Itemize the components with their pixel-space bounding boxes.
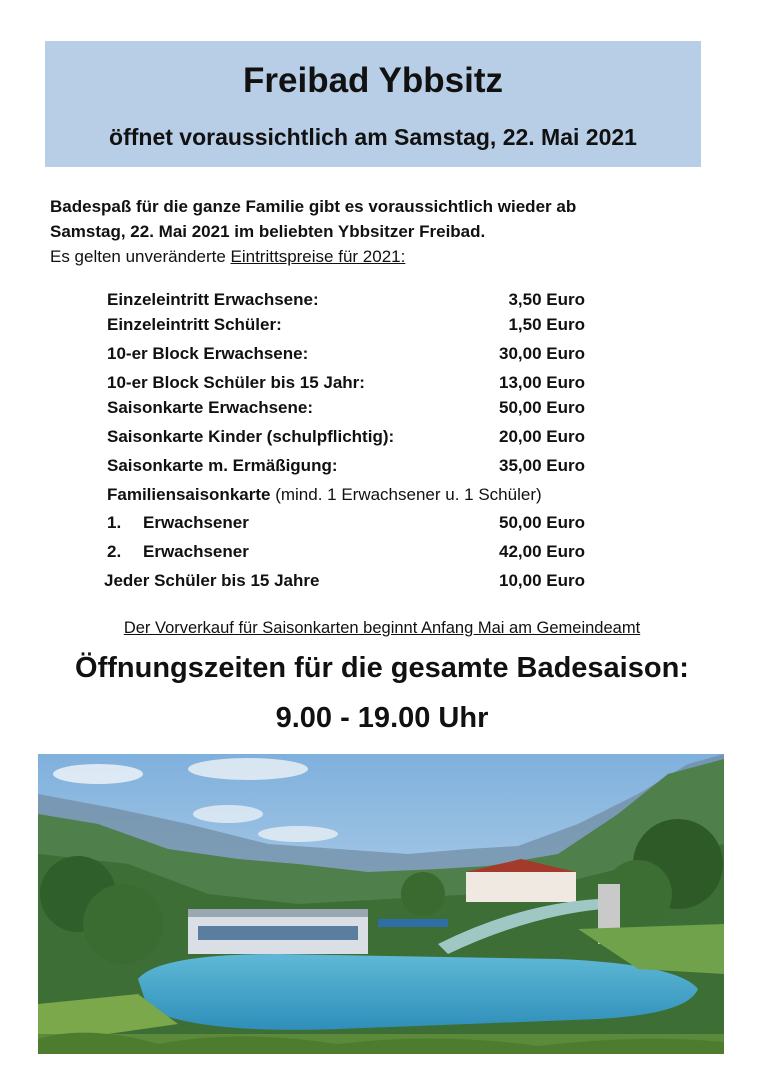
family-item-number: 1. — [107, 513, 122, 532]
student-label: Jeder Schüler bis 15 Jahre — [104, 571, 320, 590]
price-row — [107, 454, 585, 478]
price-label: Saisonkarte Erwachsene: — [107, 398, 313, 417]
price-label: 10-er Block Schüler bis 15 Jahr: — [107, 373, 365, 392]
price-value: 30,00 Euro — [499, 344, 585, 363]
pool-photo-illustration — [38, 754, 724, 1054]
opening-date-subtitle: öffnet voraussichtlich am Samstag, 22. Mai 2021 — [109, 124, 637, 150]
price-label: Einzeleintritt Schüler: — [107, 315, 282, 334]
page-title: Freibad Ybbsitz — [243, 61, 503, 100]
price-row — [107, 425, 585, 449]
student-price-row — [104, 569, 585, 593]
family-price-row — [107, 511, 585, 535]
family-item-label — [107, 511, 249, 535]
price-label: Saisonkarte Kinder (schulpflichtig): — [107, 427, 395, 446]
price-value: 1,50 Euro — [508, 315, 585, 334]
price-value: 3,50 Euro — [508, 290, 585, 309]
family-price-row — [107, 540, 585, 564]
intro-text — [50, 194, 576, 269]
family-item-text: Erwachsener — [143, 542, 249, 561]
family-pass-label — [107, 483, 542, 507]
family-item-price: 50,00 Euro — [499, 513, 585, 532]
opening-hours-time: 9.00 - 19.00 Uhr — [275, 702, 489, 734]
prices-heading-link: Eintrittspreise für 2021: — [230, 247, 406, 266]
price-value: 20,00 Euro — [499, 427, 585, 446]
price-row — [107, 371, 585, 395]
intro-line-3-prefix: Es gelten unveränderte — [50, 247, 231, 266]
family-item-number: 2. — [107, 542, 122, 561]
price-value: 50,00 Euro — [499, 398, 585, 417]
family-item-text: Erwachsener — [143, 513, 249, 532]
price-row — [107, 313, 585, 337]
price-row — [107, 288, 585, 312]
family-item-price: 42,00 Euro — [499, 542, 585, 561]
price-row — [107, 396, 585, 420]
price-label: Einzeleintritt Erwachsene: — [107, 290, 319, 309]
intro-line-1: Badespaß für die ganze Familie gibt es voraussichtlich wieder ab — [50, 197, 577, 216]
price-row — [107, 342, 585, 366]
intro-line-2: Samstag, 22. Mai 2021 im beliebten Ybbsitzer Freibad. — [50, 222, 486, 241]
student-price: 10,00 Euro — [499, 571, 585, 590]
intro-line-3 — [50, 244, 576, 269]
family-item-label — [107, 540, 249, 564]
family-pass-heading — [107, 483, 585, 507]
family-pass-note: (mind. 1 Erwachsener u. 1 Schüler) — [270, 485, 542, 504]
price-value: 13,00 Euro — [499, 373, 585, 392]
opening-hours-title: Öffnungszeiten für die gesamte Badesaison: — [75, 652, 689, 684]
pool-photo — [38, 754, 724, 1054]
header-banner — [45, 41, 701, 167]
family-pass-title: Familiensaisonkarte — [107, 485, 271, 504]
price-value: 35,00 Euro — [499, 456, 585, 475]
presale-notice: Der Vorverkauf für Saisonkarten beginnt Anfang Mai am Gemeindeamt — [123, 619, 641, 637]
price-label: 10-er Block Erwachsene: — [107, 344, 309, 363]
price-label: Saisonkarte m. Ermäßigung: — [107, 456, 338, 475]
